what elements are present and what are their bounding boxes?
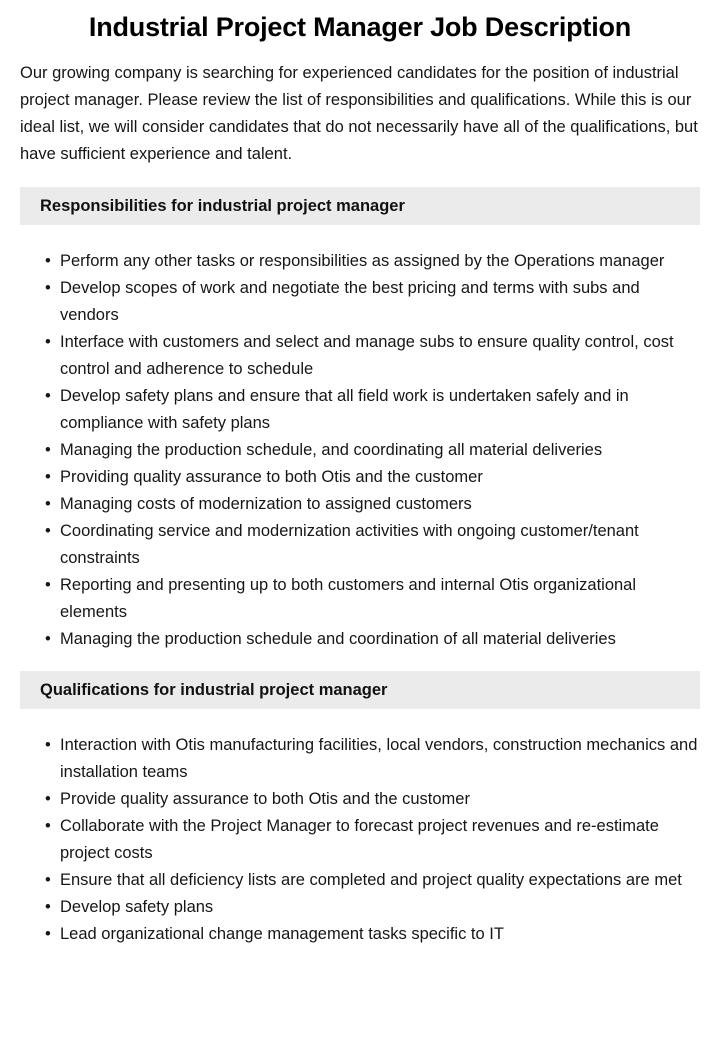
list-item: • Providing quality assurance to both Otis and the customer	[45, 464, 700, 491]
list-item: • Reporting and presenting up to both customers and internal Otis organizational elements	[45, 572, 700, 626]
list-item: • Develop scopes of work and negotiate the best pricing and terms with subs and vendors	[45, 275, 700, 329]
list-item: • Develop safety plans	[45, 894, 700, 921]
qualifications-list	[20, 732, 700, 948]
list-item: • Managing costs of modernization to assigned customers	[45, 491, 700, 518]
section-qualifications	[20, 671, 700, 948]
list-item: • Managing the production schedule and coordination of all material deliveries	[45, 626, 700, 653]
section-responsibilities	[20, 187, 700, 653]
list-item: • Lead organizational change management tasks specific to IT	[45, 921, 700, 948]
list-item: • Ensure that all deficiency lists are completed and project quality expectations are met	[45, 867, 700, 894]
list-item: • Perform any other tasks or responsibilities as assigned by the Operations manager	[45, 248, 700, 275]
qualifications-heading: Qualifications for industrial project manager	[20, 671, 700, 709]
list-item: • Interaction with Otis manufacturing facilities, local vendors, construction mechanics and installation teams	[45, 732, 700, 786]
list-item: • Interface with customers and select and manage subs to ensure quality control, cost control and adherence to schedule	[45, 329, 700, 383]
intro-paragraph: Our growing company is searching for experienced candidates for the position of industrial project manager. Please review the list of responsibilities and qualifications. While this is our ideal list, we will consider candidates that do not necessarily have all of the qualifications, but have sufficient experience and talent.	[20, 64, 698, 163]
responsibilities-list	[20, 248, 700, 653]
list-item: • Provide quality assurance to both Otis and the customer	[45, 786, 700, 813]
document-page	[0, 10, 720, 948]
list-item: • Coordinating service and modernization activities with ongoing customer/tenant constraints	[45, 518, 700, 572]
list-item: • Develop safety plans and ensure that all field work is undertaken safely and in compliance with safety plans	[45, 383, 700, 437]
responsibilities-heading: Responsibilities for industrial project manager	[20, 187, 700, 225]
list-item: • Managing the production schedule, and coordinating all material deliveries	[45, 437, 700, 464]
page-title: Industrial Project Manager Job Description	[88, 12, 632, 42]
list-item: • Collaborate with the Project Manager to forecast project revenues and re-estimate project costs	[45, 813, 700, 867]
